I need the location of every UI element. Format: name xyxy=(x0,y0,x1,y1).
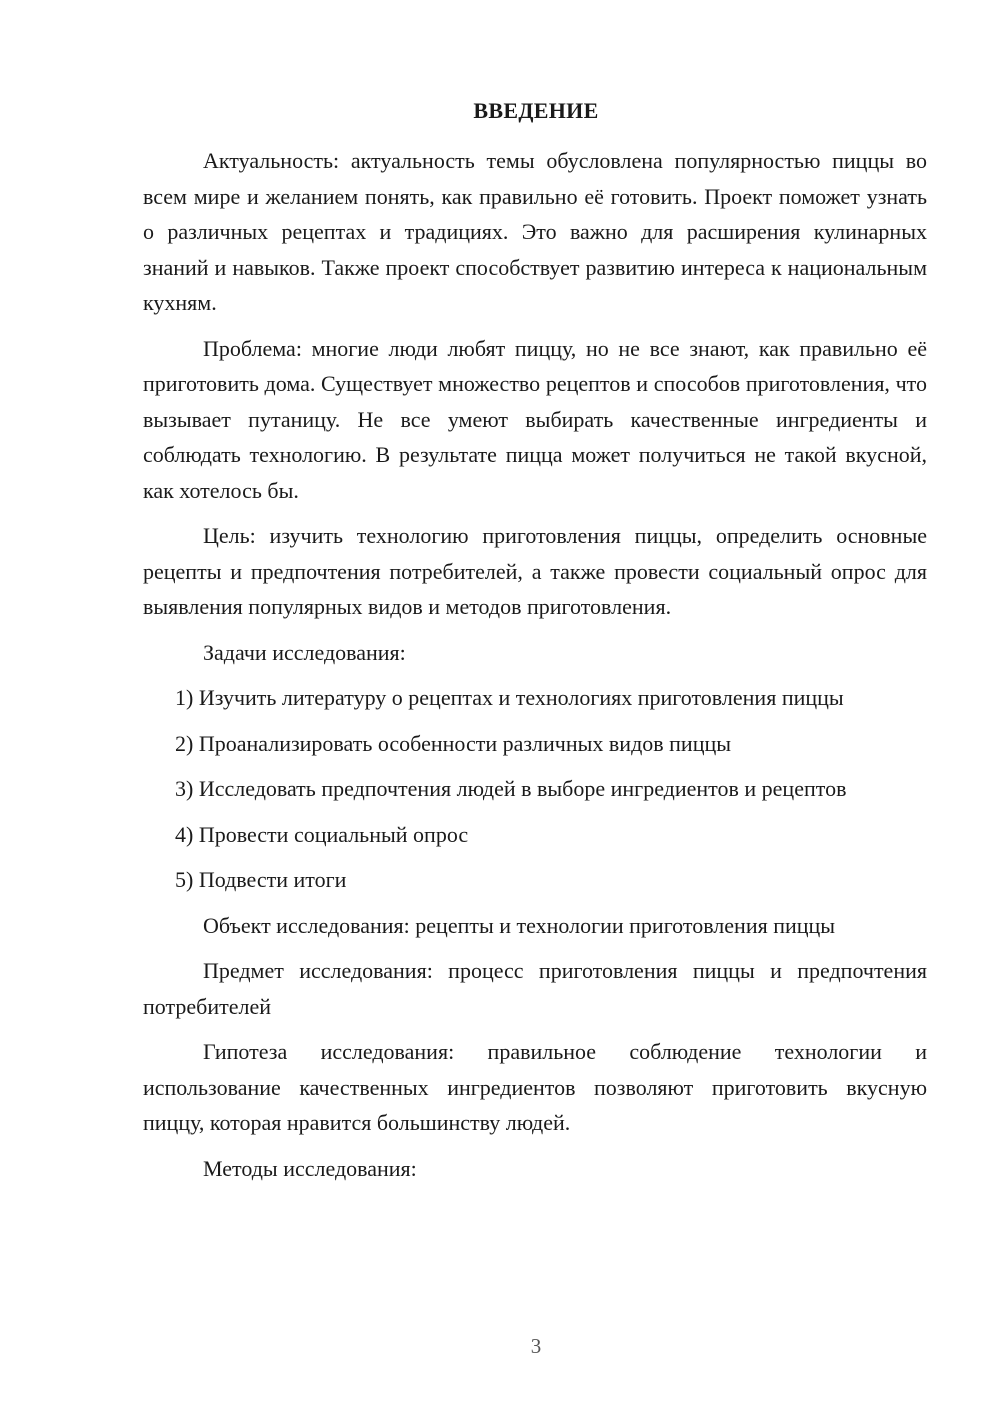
task-item-5: 5) Подвести итоги xyxy=(175,867,347,892)
tasks-heading: Задачи исследования: xyxy=(203,639,406,665)
task-item-4: 4) Провести социальный опрос xyxy=(175,821,469,847)
task-item-1: 1) Изучить литературу о рецептах и технологиях приготовления пиццы xyxy=(175,685,844,710)
paragraph-relevance: Актуальность: актуальность темы обусловлена популярностью пиццы во всем мире и желанием понять, как правильно её готовить. Проект поможет узнать о различных рецептах и традициях. Это важно для расширения кулинарных знаний и навыков. Также проект способствует развитию интереса к национальным кухням. xyxy=(143,148,927,315)
paragraph-hypothesis: Гипотеза исследования: правильное соблюдение технологии и использование качественных ингредиентов позволяют приготовить вкусную пиццу, которая нравится большинству людей. xyxy=(143,1039,927,1135)
task-item-2: 2) Проанализировать особенности различных видов пиццы xyxy=(175,730,732,756)
document-body xyxy=(143,143,927,1186)
task-item-3: 3) Исследовать предпочтения людей в выборе ингредиентов и рецептов xyxy=(175,776,847,801)
paragraph-goal: Цель: изучить технологию приготовления пиццы, определить основные рецепты и предпочтения потребителей, а также провести социальный опрос для выявления популярных видов и методов приготовления. xyxy=(143,523,927,619)
paragraph-object: Объект исследования: рецепты и технологии приготовления пиццы xyxy=(203,912,836,938)
page-number: 3 xyxy=(530,1334,542,1358)
paragraph-subject: Предмет исследования: процесс приготовления пиццы и предпочтения потребителей xyxy=(143,958,927,1019)
paragraph-problem: Проблема: многие люди любят пиццу, но не все знают, как правильно её приготовить дома. Существует множество рецептов и способов приготовления, что вызывает путаницу. Не все умеют выбирать качественные ингредиенты и соблюдать технологию. В результате пицца может получиться не такой вкусной, как хотелось бы. xyxy=(143,335,927,503)
methods-heading: Методы исследования: xyxy=(203,1155,417,1181)
page-title: ВВЕДЕНИЕ xyxy=(473,98,599,123)
